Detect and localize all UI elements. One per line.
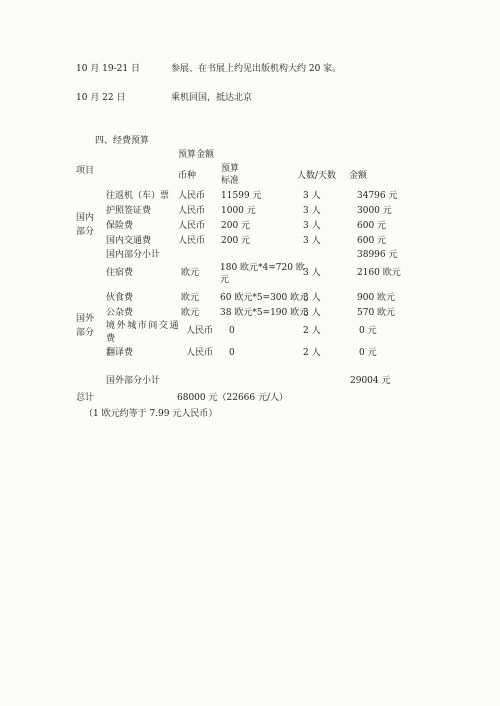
row-item: 护照签证费 <box>106 206 152 216</box>
schedule-text: 参展、在书展上约见出版机构大约 20 家。 <box>171 64 342 74</box>
domestic-subtotal-label: 国内部分小计 <box>106 250 161 260</box>
row-standard: 200 元 <box>221 221 251 231</box>
header-people-days: 人数/天数 <box>297 171 337 181</box>
group-label-domestic: 国内 <box>76 213 95 223</box>
row-count: 2 人 <box>303 326 321 336</box>
row-item: 往返机（车）票 <box>106 191 170 201</box>
row-currency: 人民币 <box>186 348 214 358</box>
row-count: 3 人 <box>303 236 321 246</box>
schedule-date: 10 月 19-21 日 <box>76 64 140 74</box>
row-item: 费 <box>106 334 116 344</box>
row-count: 3 人 <box>303 206 321 216</box>
total-value: 68000 元（22666 元/人） <box>177 393 289 403</box>
exchange-rate-note: （1 欧元约等于 7.99 元人民币） <box>84 409 218 419</box>
row-amount: 0 元 <box>359 326 377 336</box>
row-standard: 38 欧元*5=190 欧元 <box>220 308 309 318</box>
foreign-subtotal-label: 国外部分小计 <box>106 376 161 386</box>
row-currency: 人民币 <box>178 191 206 201</box>
row-item: 公杂费 <box>106 308 134 318</box>
schedule-text: 乘机回国，抵达北京 <box>171 93 253 103</box>
row-standard: 1000 元 <box>221 206 256 216</box>
row-standard: 180 欧元*4=720 欧 <box>220 263 305 273</box>
row-currency: 欧元 <box>181 308 200 318</box>
row-item: 国内交通费 <box>106 236 152 246</box>
header-currency: 币种 <box>178 171 197 181</box>
group-label-foreign: 部分 <box>76 328 95 338</box>
row-amount: 34796 元 <box>357 191 398 201</box>
row-amount: 2160 欧元 <box>357 268 401 278</box>
row-item: 住宿费 <box>106 268 134 278</box>
row-count: 2 人 <box>303 348 321 358</box>
row-currency: 人民币 <box>178 206 206 216</box>
row-amount: 600 元 <box>357 236 387 246</box>
total-label: 总计 <box>76 393 95 403</box>
header-budget-amount: 预算金额 <box>178 150 215 160</box>
row-currency: 人民币 <box>186 326 214 336</box>
row-amount: 570 欧元 <box>357 308 396 318</box>
row-standard: 元 <box>220 275 230 285</box>
row-item: 保险费 <box>106 221 134 231</box>
row-item: 翻译费 <box>106 348 134 358</box>
schedule-date: 10 月 22 日 <box>76 93 126 103</box>
row-count: 3 人 <box>303 191 321 201</box>
row-standard: 0 <box>229 348 235 358</box>
row-standard: 60 欧元*5=300 欧元 <box>220 293 309 303</box>
row-item: 境外城市间交通 <box>106 321 181 331</box>
row-currency: 人民币 <box>178 221 206 231</box>
header-amount: 金额 <box>349 171 368 181</box>
row-count: 3 人 <box>303 293 321 303</box>
row-count: 3 人 <box>303 221 321 231</box>
row-amount: 600 元 <box>357 221 387 231</box>
row-amount: 900 欧元 <box>357 293 396 303</box>
row-amount: 0 元 <box>359 348 377 358</box>
group-label-domestic: 部分 <box>76 227 95 237</box>
row-standard: 11599 元 <box>221 191 262 201</box>
domestic-subtotal: 38996 元 <box>357 250 398 260</box>
row-count: 3 人 <box>303 268 321 278</box>
header-item: 项目 <box>76 166 95 176</box>
section-title: 四、经费预算 <box>95 136 150 146</box>
row-amount: 3000 元 <box>357 206 392 216</box>
row-standard: 0 <box>229 326 235 336</box>
header-standard: 标准 <box>221 176 240 186</box>
header-standard: 预算 <box>221 164 240 174</box>
row-currency: 欧元 <box>181 268 200 278</box>
row-currency: 人民币 <box>178 236 206 246</box>
row-standard: 200 元 <box>221 236 251 246</box>
foreign-subtotal: 29004 元 <box>350 376 391 386</box>
row-item: 伙食费 <box>106 293 134 303</box>
group-label-foreign: 国外 <box>76 314 95 324</box>
row-currency: 欧元 <box>181 293 200 303</box>
row-count: 3 人 <box>303 308 321 318</box>
